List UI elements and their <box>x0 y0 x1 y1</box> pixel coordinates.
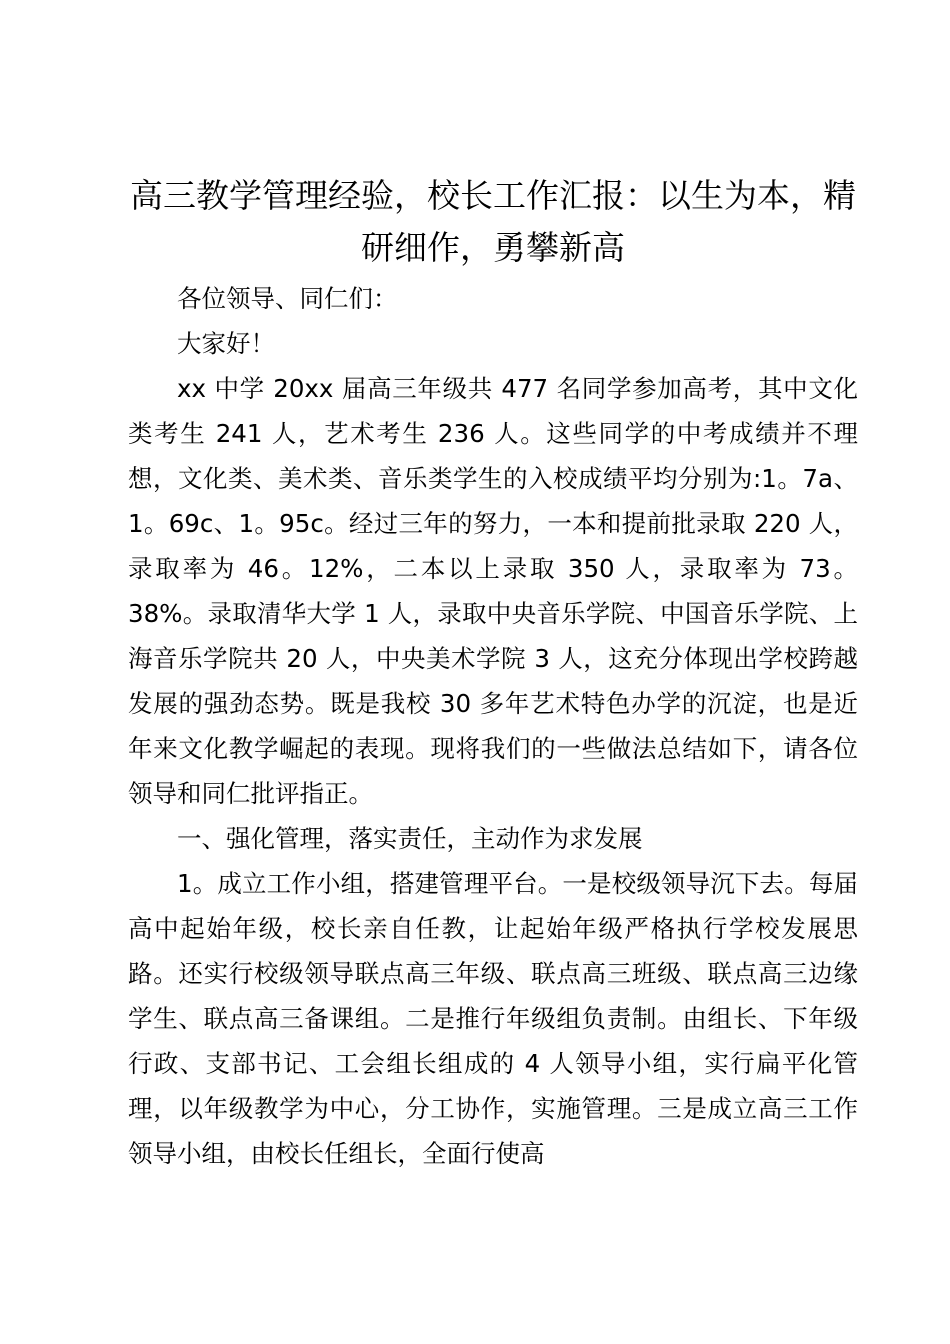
greeting: 大家好！ <box>177 329 275 358</box>
intro-paragraph: xx 中学 20xx 届高三年级共 477 名同学参加高考，其中文化类考生 241 人，艺术考生 236 人。这些同学的中考成绩并不理想，文化类、美术类、音乐类学生的入校成绩平均分别为:1。7a、1。69c、1。95c。经过三年的努力，一本和提前批录取 220 人，录取率为 46。12%，二本以上录取 350 人，录取率为 73。38%。录取清华大学 1 人，录取中央音乐学院、中国音乐学院、上海音乐学院共 20 人，中央美术学院 3 人，这充分体现出学校跨越发展的强劲态势。既是我校 30 多年艺术特色办学的沉淀，也是近年来文化教学崛起的表现。现将我们的一些做法总结如下，请各位领导和同仁批评指正。 <box>128 374 858 808</box>
document-title: 高三教学管理经验，校长工作汇报：以生为本，精研细作，勇攀新高 <box>130 176 856 267</box>
section-heading: 一、强化管理，落实责任，主动作为求发展 <box>177 824 643 853</box>
document-page <box>128 170 858 1176</box>
salutation: 各位领导、同仁们： <box>177 284 398 313</box>
title-block <box>128 170 858 274</box>
section-paragraph: 1。成立工作小组，搭建管理平台。一是校级领导沉下去。每届高中起始年级，校长亲自任教，让起始年级严格执行学校发展思路。还实行校级领导联点高三年级、联点高三班级、联点高三边缘学生、联点高三备课组。二是推行年级组负责制。由组长、下年级行政、支部书记、工会组长组成的 4 人领导小组，实行扁平化管理，以年级教学为中心，分工协作，实施管理。三是成立高三工作领导小组，由校长任组长，全面行使高 <box>128 869 858 1168</box>
